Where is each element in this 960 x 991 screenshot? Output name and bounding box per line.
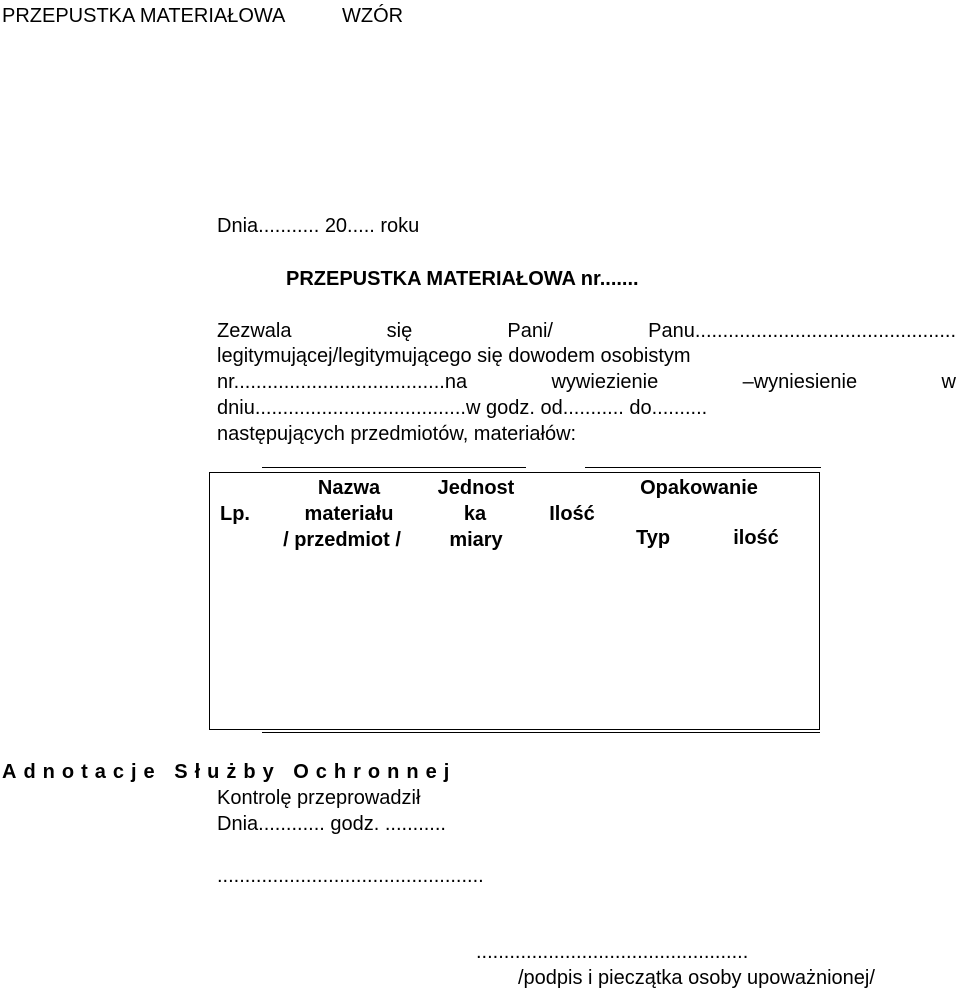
checked-by-label: Kontrolę przeprowadził: [217, 787, 421, 809]
col-name-line-2: materiału: [304, 503, 394, 525]
col-unit-line-2: ka: [463, 503, 487, 525]
permission-word: się: [386, 320, 413, 342]
col-quantity: Ilość: [549, 503, 595, 525]
permission-line-2: legitymującej/legitymującego się dowodem osobistym: [217, 345, 691, 367]
permission-line-1: [217, 319, 956, 343]
permission-word: nr......................................na: [217, 371, 468, 393]
dotted-line: ................................................: [217, 865, 484, 887]
permission-line-5: następujących przedmiotów, materiałów:: [217, 423, 577, 445]
col-lp: Lp.: [220, 503, 250, 525]
col-unit-line-3: miary: [449, 529, 503, 551]
template-label: WZÓR: [342, 5, 404, 27]
signature-caption: /podpis i pieczątka osoby upoważnionej/: [518, 967, 875, 989]
permission-word: w: [941, 371, 956, 393]
col-name-line-1: Nazwa: [317, 477, 381, 499]
permission-line-4: dniu......................................w godz. od........... do..........: [217, 397, 708, 419]
table-top-rule: [585, 467, 821, 468]
check-date-time: Dnia............ godz. ...........: [217, 813, 446, 835]
pass-title: PRZEPUSTKA MATERIAŁOWA nr.......: [286, 268, 639, 290]
permission-line-3: [217, 370, 956, 394]
permission-word: Panu...............................................: [648, 320, 956, 342]
date-line: Dnia........... 20..... roku: [217, 215, 420, 237]
col-unit-line-1: Jednost: [437, 477, 515, 499]
document-title: PRZEPUSTKA MATERIAŁOWA: [2, 5, 286, 27]
materials-table: [209, 472, 820, 730]
col-packaging-amount: ilość: [733, 527, 779, 549]
permission-word: Pani/: [507, 320, 553, 342]
signature-dotted-line: .................................................: [476, 941, 749, 963]
permission-word: Zezwala: [217, 320, 292, 342]
permission-word: –wyniesienie: [742, 371, 858, 393]
permission-word: wywiezienie: [551, 371, 659, 393]
col-packaging: Opakowanie: [640, 477, 758, 499]
table-top-rule: [262, 467, 526, 468]
security-heading: Adnotacje Służby Ochronnej: [2, 761, 457, 783]
col-packaging-type: Typ: [635, 527, 671, 549]
table-bottom-rule: [262, 732, 820, 733]
col-name-line-3: / przedmiot /: [283, 529, 401, 551]
